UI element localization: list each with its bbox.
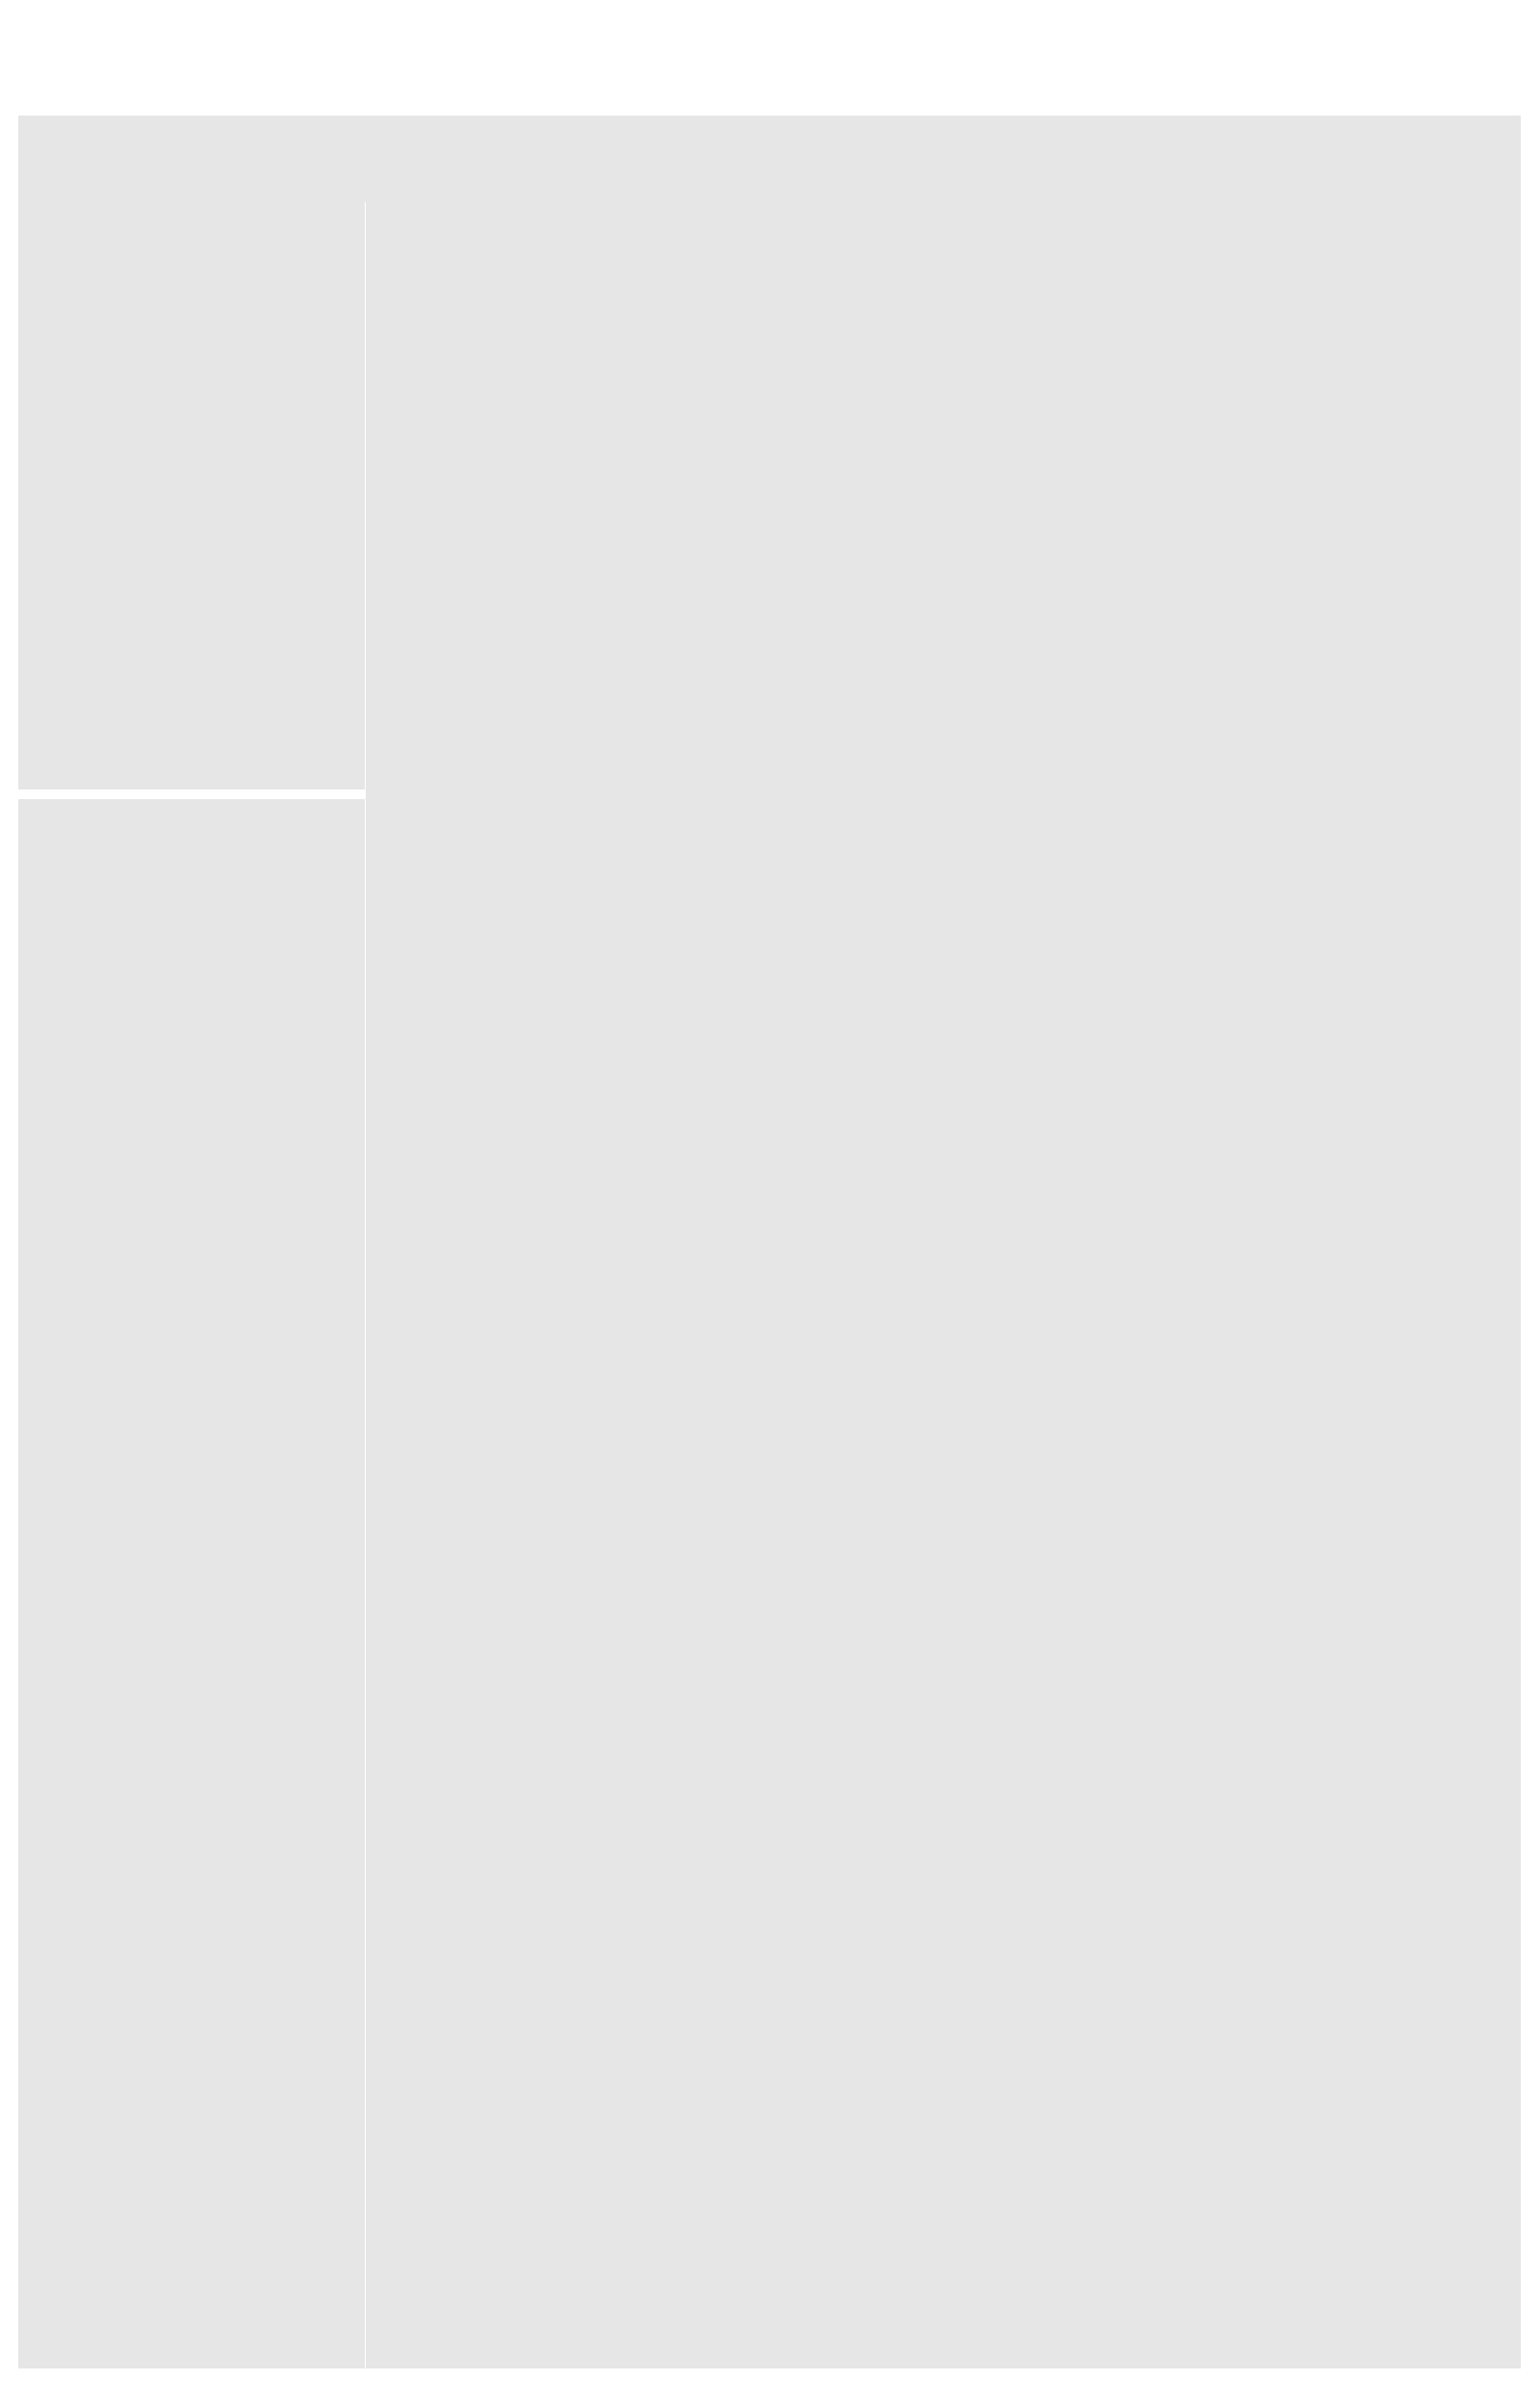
masthead [18,116,1521,202]
editorial-column [18,193,365,789]
article-columns [366,193,1521,2368]
lower-left-columns [18,799,365,2368]
